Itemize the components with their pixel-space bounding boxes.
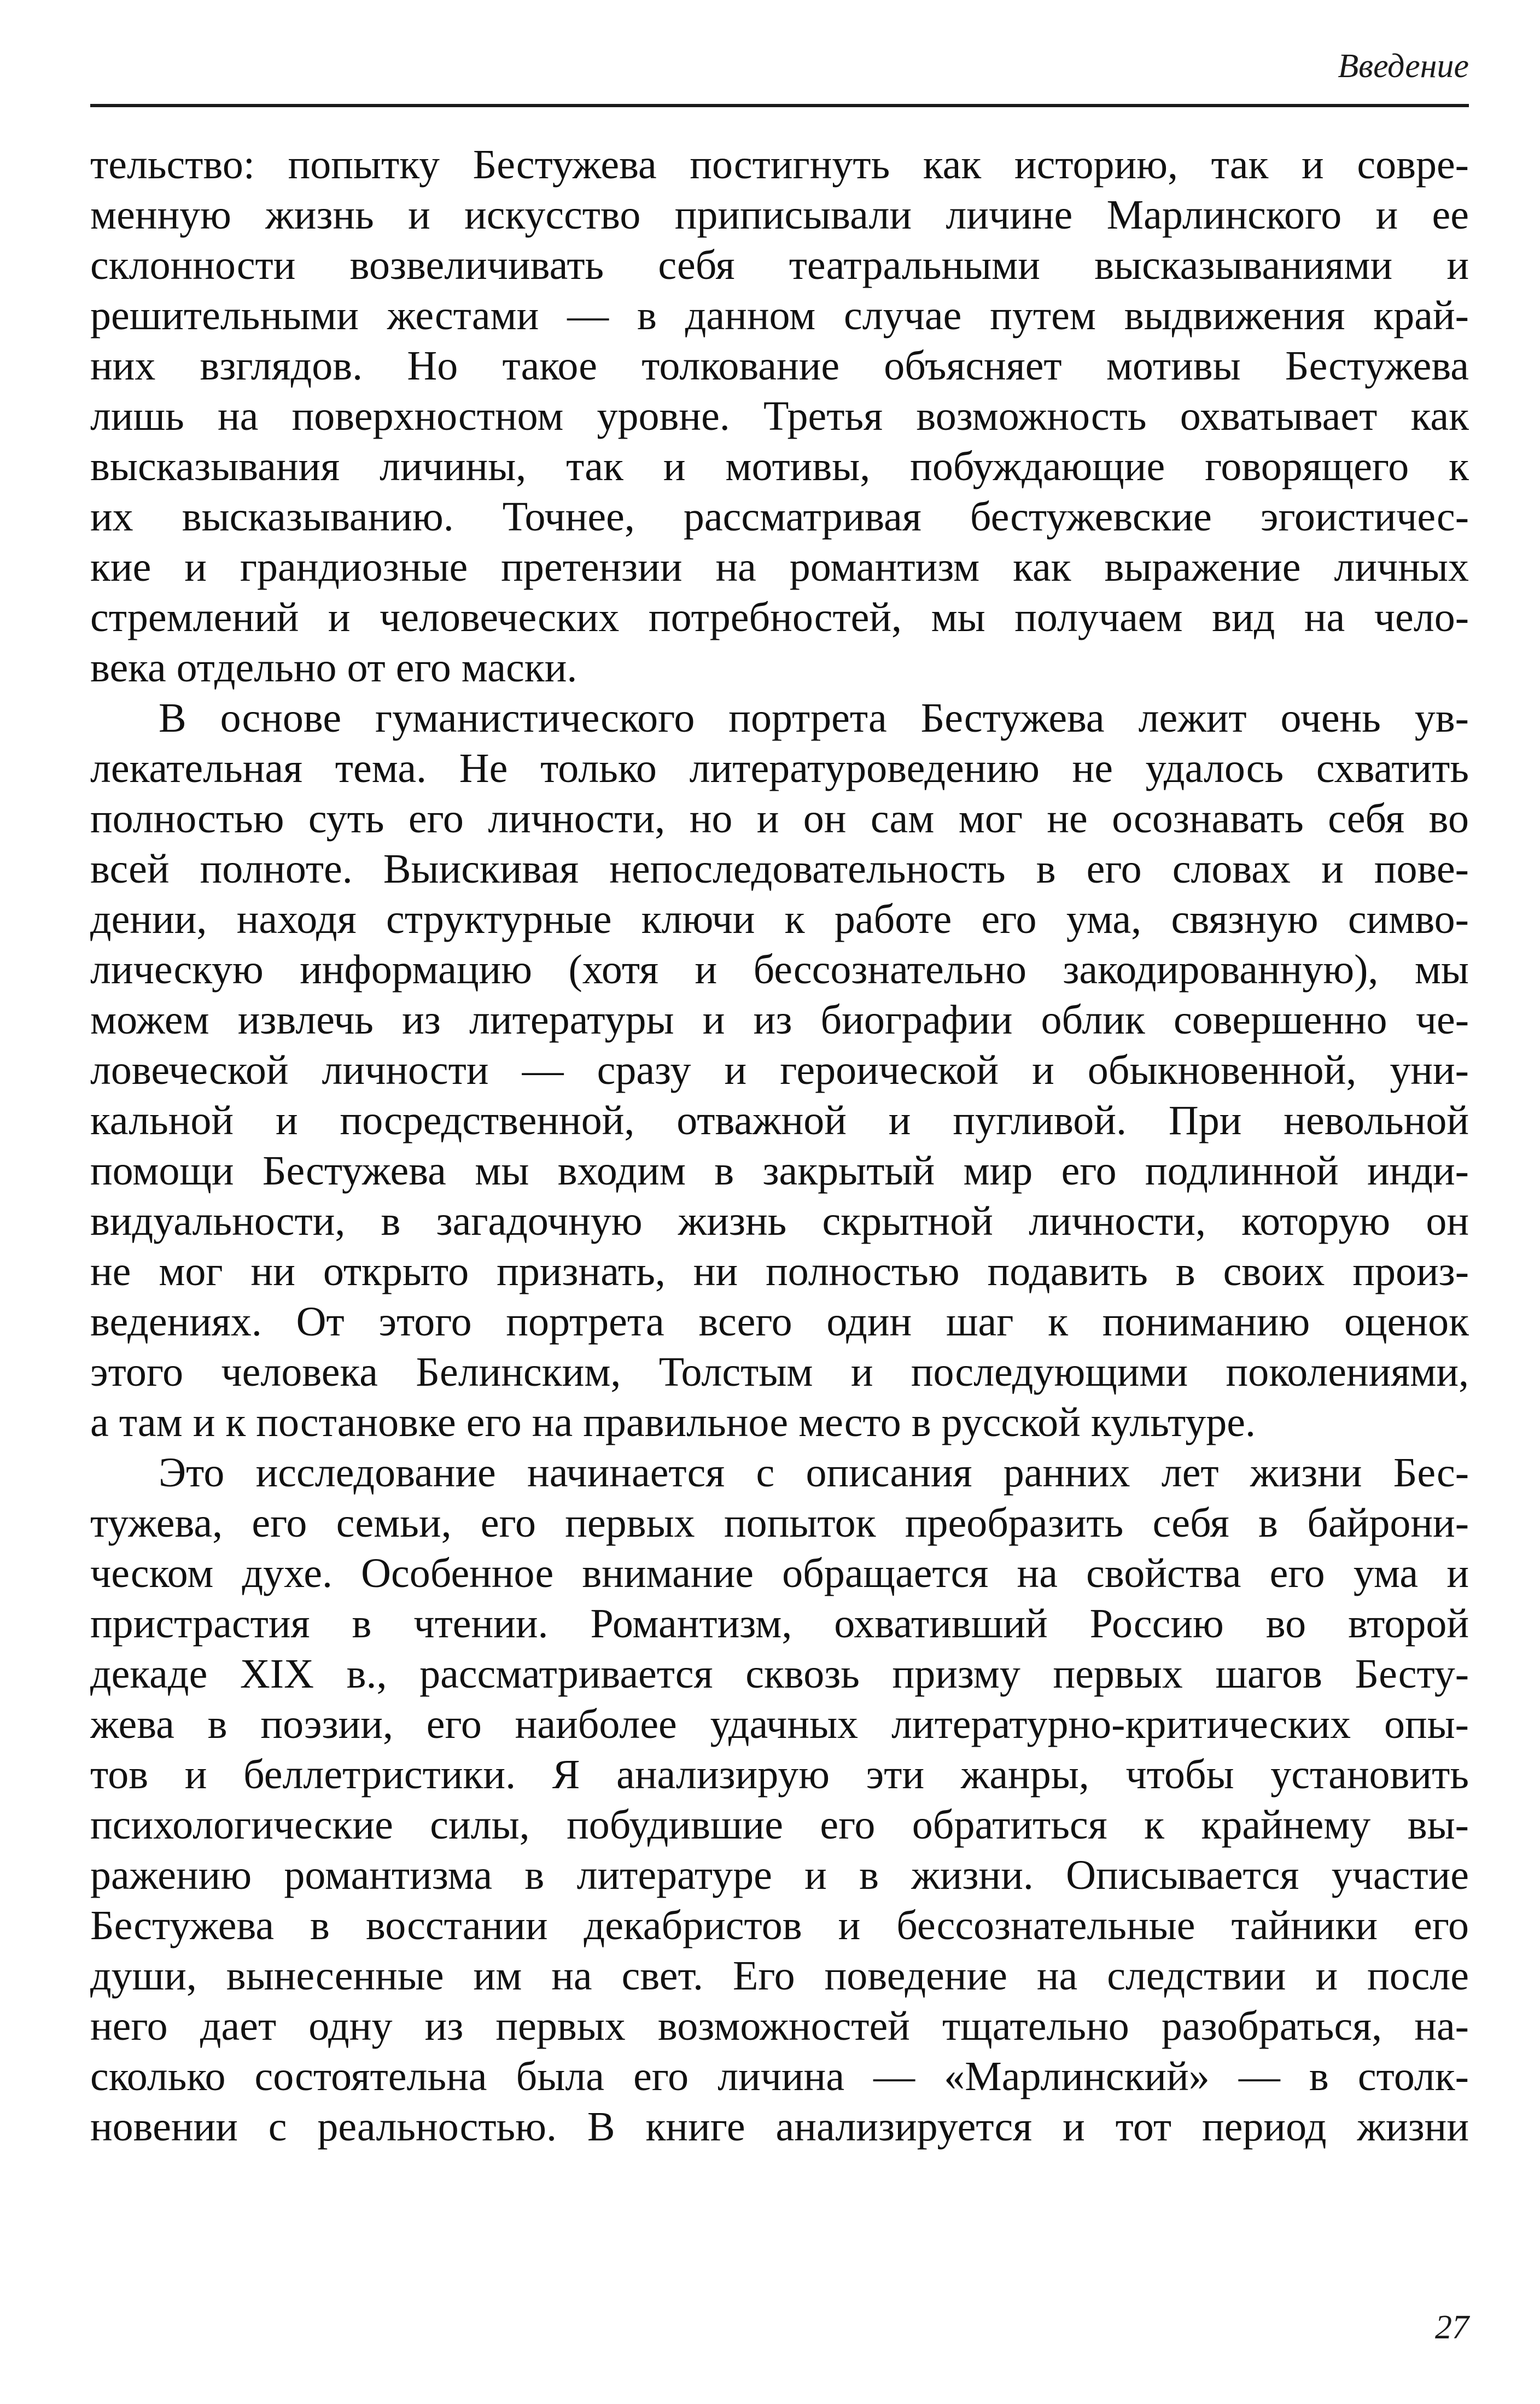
text-line: него дает одну из первых возможностей тщательно разобраться, на- bbox=[90, 2003, 1469, 2049]
text-line: них взглядов. Но такое толкование объясняет мотивы Бестужева bbox=[90, 343, 1469, 389]
text-line: стремлений и человеческих потребностей, мы получаем вид на чело- bbox=[90, 594, 1469, 640]
text-line: можем извлечь из литературы и из биографии облик совершенно че- bbox=[90, 997, 1469, 1043]
text-line: декаде XIX в., рассматривается сквозь призму первых шагов Бесту- bbox=[90, 1651, 1469, 1697]
text-line: века отдельно от его маски. bbox=[90, 645, 578, 691]
page-number: 27 bbox=[1435, 2309, 1469, 2346]
text-line: тельство: попытку Бестужева постигнуть как историю, так и совре- bbox=[90, 142, 1469, 188]
text-line: Бестужева в восстании декабристов и бессознательные тайники его bbox=[90, 1903, 1469, 1948]
text-line: психологические силы, побудившие его обратиться к крайнему вы- bbox=[90, 1802, 1469, 1848]
text-line: полностью суть его личности, но и он сам мог не осознавать себя во bbox=[90, 796, 1469, 842]
text-line: решительными жестами — в данном случае путем выдвижения край- bbox=[90, 293, 1469, 339]
text-line: тужева, его семьи, его первых попыток преобразить себя в байрони- bbox=[90, 1500, 1469, 1546]
text-line: этого человека Белинским, Толстым и последующими поколениями, bbox=[90, 1349, 1469, 1395]
text-line: лишь на поверхностном уровне. Третья возможность охватывает как bbox=[90, 393, 1469, 439]
text-line: лекательная тема. Не только литературоведению не удалось схватить bbox=[90, 745, 1469, 791]
text-line: кие и грандиозные претензии на романтизм как выражение личных bbox=[90, 544, 1469, 590]
text-line: сколько состоятельна была его личина — «Марлинский» — в столк- bbox=[90, 2053, 1469, 2099]
header-rule bbox=[90, 104, 1469, 107]
text-line: пристрастия в чтении. Романтизм, охвативший Россию во второй bbox=[90, 1601, 1469, 1647]
text-line: кальной и посредственной, отважной и пугливой. При невольной bbox=[90, 1098, 1469, 1143]
text-line: их высказыванию. Точнее, рассматривая бестужевские эгоистичес- bbox=[90, 494, 1469, 540]
text-line: души, вынесенные им на свет. Его поведение на следствии и после bbox=[90, 1953, 1469, 1999]
text-line: склонности возвеличивать себя театральными высказываниями и bbox=[90, 242, 1469, 288]
text-line: ческом духе. Особенное внимание обращается на свойства его ума и bbox=[90, 1550, 1469, 1596]
text-line: В основе гуманистического портрета Бестужева лежит очень ув- bbox=[159, 695, 1469, 741]
text-line: ведениях. От этого портрета всего один шаг к пониманию оценок bbox=[90, 1299, 1469, 1345]
text-line: тов и беллетристики. Я анализирую эти жанры, чтобы установить bbox=[90, 1752, 1469, 1798]
text-line: менную жизнь и искусство приписывали личине Марлинского и ее bbox=[90, 192, 1469, 238]
text-line: видуальности, в загадочную жизнь скрытной личности, которую он bbox=[90, 1198, 1469, 1244]
text-line: Это исследование начинается с описания ранних лет жизни Бес- bbox=[159, 1450, 1469, 1496]
text-line: жева в поэзии, его наиболее удачных литературно-критических опы- bbox=[90, 1701, 1469, 1747]
text-line: всей полноте. Выискивая непоследовательность в его словах и пове- bbox=[90, 846, 1469, 892]
text-line: ражению романтизма в литературе и в жизни. Описывается участие bbox=[90, 1852, 1469, 1898]
text-line: высказывания личины, так и мотивы, побуждающие говорящего к bbox=[90, 444, 1469, 489]
text-line: новении с реальностью. В книге анализируется и тот период жизни bbox=[90, 2104, 1469, 2150]
text-line: дении, находя структурные ключи к работе его ума, связную симво- bbox=[90, 896, 1469, 942]
text-line: не мог ни открыто признать, ни полностью подавить в своих произ- bbox=[90, 1248, 1469, 1294]
text-line: а там и к постановке его на правильное место в русской культуре. bbox=[90, 1399, 1256, 1445]
running-head: Введение bbox=[1338, 48, 1469, 85]
text-line: лическую информацию (хотя и бессознательно закодированную), мы bbox=[90, 947, 1469, 993]
text-line: помощи Бестужева мы входим в закрытый мир его подлинной инди- bbox=[90, 1148, 1469, 1194]
body-text bbox=[90, 139, 1469, 2152]
text-line: ловеческой личности — сразу и героической и обыкновенной, уни- bbox=[90, 1047, 1469, 1093]
